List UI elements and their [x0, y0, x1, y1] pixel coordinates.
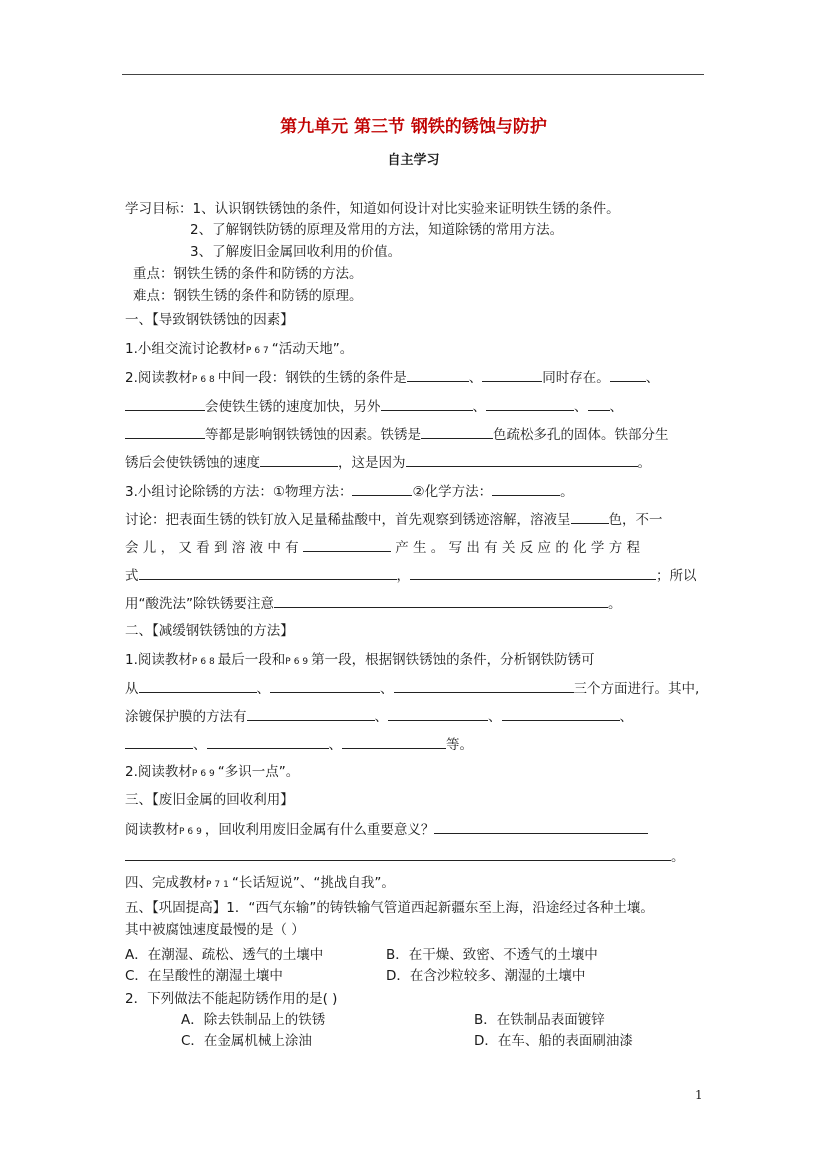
goal-3: 3、了解废旧金属回收利用的价值。 [190, 244, 402, 260]
goal-1: 学习目标：1、认识钢铁锈蚀的条件，知道如何设计对比实验来证明铁生锈的条件。 [125, 201, 620, 217]
s1-line-4: 锈后会使铁锈蚀的速度 ，这是因为 。 [125, 455, 651, 471]
blank[interactable] [571, 510, 609, 524]
blank[interactable] [421, 425, 493, 439]
s3-answer-line: 。 [125, 847, 685, 866]
blank[interactable] [482, 368, 542, 382]
discussion-line-4: 用“酸洗法”除铁锈要注意 。 [125, 596, 622, 612]
document-subtitle: 自主学习 [387, 153, 440, 168]
s3-question-1: 阅读教材P69，回收利用废旧金属有什么重要意义？ [125, 820, 648, 841]
s2-question-1: 1.阅读教材P68最后一段和P69第一段，根据钢铁锈蚀的条件，分析钢铁防锈可 [125, 652, 595, 668]
page-number: 1 [695, 1088, 703, 1102]
blank[interactable] [274, 594, 608, 608]
s2-question-2: 2.阅读教材P69“多识一点”。 [125, 764, 300, 780]
blank[interactable] [125, 735, 193, 749]
blank[interactable] [406, 453, 638, 467]
blank[interactable] [125, 425, 205, 439]
s2-line-4: 、 、 等。 [125, 735, 473, 754]
discussion-line-3: 式 ， ；所以 [125, 568, 697, 584]
s2-line-3: 涂镀保护膜的方法有 、 、 、 [125, 709, 633, 725]
discussion-line-1: 讨论：把表面生锈的铁钉放入足量稀盐酸中，首先观察到锈迹溶解，溶液呈 色，不一 [125, 512, 663, 528]
section-3-heading: 三、【废旧金属的回收利用】 [125, 792, 294, 808]
document-title: 第九单元 第三节 钢铁的锈蚀与防护 [280, 117, 547, 137]
blank[interactable] [588, 397, 610, 411]
section-1-heading: 一、【导致钢铁锈蚀的因素】 [125, 312, 294, 328]
discussion-line-2: 会 儿 ， 又 看 到 溶 液 中 有 产 生 。 写 出 有 关 反 应 的 化 学 方 程 [125, 540, 641, 556]
blank[interactable] [381, 397, 473, 411]
key-point: 重点：钢铁生锈的条件和防锈的方法。 [133, 266, 363, 282]
header-rule [122, 74, 704, 75]
s1-question-3: 3.小组讨论除锈的方法：①物理方法： ②化学方法： 。 [125, 484, 574, 500]
s2-line-2: 从 、 、 三个方面进行。其中, [125, 681, 700, 697]
blank[interactable] [394, 679, 574, 693]
blank[interactable] [434, 820, 648, 834]
blank[interactable] [492, 482, 560, 496]
blank[interactable] [352, 482, 412, 496]
section-5-line-2: 其中被腐蚀速度最慢的是（ ） [125, 922, 305, 938]
goal-2: 2、了解钢铁防锈的原理及常用的方法，知道除锈的常用方法。 [190, 222, 564, 238]
question-2: 2．下列做法不能起防锈作用的是( ) [125, 991, 338, 1007]
option-1b: B．在干燥、致密、不透气的土壤中 [386, 947, 598, 963]
blank[interactable] [502, 707, 620, 721]
option-2c: C．在金属机械上涂油 [181, 1033, 312, 1049]
blank[interactable] [342, 735, 446, 749]
option-2a: A．除去铁制品上的铁锈 [181, 1012, 326, 1028]
blank[interactable] [247, 707, 375, 721]
difficult-point: 难点：钢铁生锈的条件和防锈的原理。 [133, 288, 363, 304]
s1-line-3: 等都是影响钢铁锈蚀的因素。铁锈是 色疏松多孔的固体。铁部分生 [125, 425, 669, 444]
option-1d: D．在含沙粒较多、潮湿的土壤中 [386, 968, 586, 984]
blank[interactable] [407, 368, 469, 382]
blank[interactable] [410, 566, 656, 580]
s1-question-2: 2.阅读教材P68中间一段：钢铁的生锈的条件是 、 同时存在。 、 [125, 370, 660, 386]
blank[interactable] [139, 679, 257, 693]
blank[interactable] [303, 538, 391, 552]
blank[interactable] [125, 397, 205, 411]
blank[interactable] [260, 453, 338, 467]
blank[interactable] [207, 735, 329, 749]
blank[interactable] [125, 847, 671, 861]
section-5-line-1: 五、【巩固提高】1．“西气东输”的铸铁输气管道西起新疆东至上海，沿途经过各种土壤。 [125, 900, 654, 916]
section-2-heading: 二、【减缓钢铁锈蚀的方法】 [125, 623, 294, 639]
option-2b: B．在铁制品表面镀锌 [474, 1012, 605, 1028]
option-1c: C．在呈酸性的潮湿土壤中 [125, 968, 283, 984]
section-4: 四、完成教材P71“长话短说”、“挑战自我”。 [125, 875, 395, 891]
blank[interactable] [388, 707, 488, 721]
blank[interactable] [610, 368, 646, 382]
option-2d: D．在车、船的表面刷油漆 [474, 1033, 633, 1049]
blank[interactable] [486, 397, 574, 411]
blank[interactable] [270, 679, 380, 693]
s1-line-2: 会使铁生锈的速度加快，另外 、 、 、 [125, 397, 623, 416]
option-1a: A．在潮湿、疏松、透气的土壤中 [125, 947, 324, 963]
blank[interactable] [139, 566, 397, 580]
s1-question-1: 1.小组交流讨论教材P67“活动天地”。 [125, 341, 354, 357]
